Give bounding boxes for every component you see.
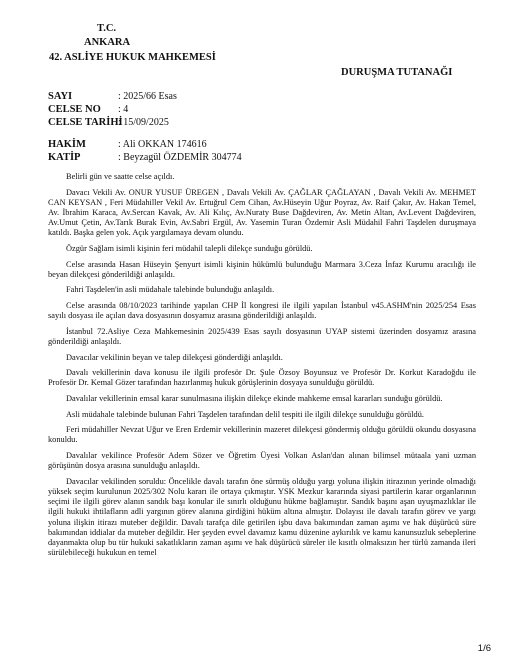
header-city: ANKARA [84, 37, 131, 48]
page-number: 1/6 [477, 643, 491, 654]
paragraph-4: Celse arasında Hasan Hüseyin Şenyurt isimli kişinin hükümlü bulunduğu Marmara 3.Ceza İnfaz Kurumu aracılığı ile beyan dilekçesi gönderildiği anlaşıldı. [48, 259, 476, 279]
meta-sayi-value: : 2025/66 Esas [118, 91, 177, 102]
paragraph-11: Asli müdahale talebinde bulunan Fahri Taşdelen tarafından delil tespiti ile ilgili dilekçe sunulduğu görüldü. [66, 409, 424, 419]
paragraph-attendees: Davacı Vekili Av. ONUR YUSUF ÜREGEN , Davalı Vekili Av. ÇAĞLAR ÇAĞLAYAN , Davalı Vekili Av. MEHMET CAN KEYSAN , Feri Müdahiller Vekil Av. Ertuğrul Cem Cihan, Av.Hüseyin Uğur Poyraz, Av. Raif Çakır, Av. Hakan Temel, Av. İbrahim Karaca, Av.Sercan Kavak, Av. Ali Kılıç, Av.Nuraty Buse Dağdeviren, Av. Metin Altan, Av.Levent Dağdeviren, Av.Umut Çetin, Av.Tarık Burak Evin, Av.Sabri Ergül, Av. Yasemin Turan Özdemir Asli Müdahil Fahri Taşdelen duruşmaya katıldı. Başka gelen yok. Açık yargılamaya devam olundu. [48, 187, 476, 238]
meta-celse-no [48, 104, 128, 116]
paragraph-12: Feri müdahiller Nevzat Uğur ve Eren Erdemir vekillerinin mazeret dilekçesi göndermiş olduğu görüldü okundu dosyasına konuldu. [48, 425, 476, 445]
paragraph-8: Davacılar vekilinin beyan ve talep dilekçesi gönderdiği anlaşıldı. [66, 352, 283, 362]
meta-sayi [48, 91, 177, 103]
header-tc: T.C. [97, 23, 117, 34]
paragraph-7: İstanbul 72.Asliye Ceza Mahkemesinin 2025/439 Esas sayılı dosyasının UYAP sistemi üzerinden dosyamız arasına gönderildiği anlaşıldı. [48, 326, 476, 346]
paragraph-opening: Belirli gün ve saatte celse açıldı. [66, 172, 175, 181]
meta-hakim-label: HAKİM [48, 139, 86, 150]
meta-hakim [48, 139, 207, 151]
meta-celse-tarihi-value: : 15/09/2025 [118, 117, 169, 128]
paragraph-5: Fahri Taşdelen'in asli müdahale talebinde bulunduğu anlaşıldı. [66, 285, 275, 295]
meta-sayi-label: SAYI [48, 91, 73, 102]
header-doc-type: DURUŞMA TUTANAĞI [341, 67, 453, 78]
meta-celse-no-label: CELSE NO [48, 104, 101, 115]
paragraph-13: Davalılar vekilince Profesör Adem Sözer ve Öğretim Üyesi Volkan Aslan'dan alınan bilimsel mütaala yani uzman görüşünün dosya arasına sunulduğu anlaşıldı. [48, 450, 476, 471]
meta-katip-value: : Beyzagül ÖZDEMİR 304774 [118, 152, 242, 163]
meta-katip-label: KATİP [48, 152, 81, 163]
paragraph-10: Davalılar vekillerinin emsal karar sunulmasına ilişkin dilekçe ekinde mahkeme emsal kararları sunduğu görüldü. [66, 393, 443, 403]
meta-celse-tarihi-label: CELSE TARİHİ [48, 117, 123, 128]
minutes-body [48, 172, 476, 564]
header-court: 42. ASLİYE HUKUK MAHKEMESİ [49, 52, 216, 63]
meta-katip [48, 152, 242, 164]
paragraph-9: Davalı vekillerinin dava konusu ile ilgili profesör Dr. Şule Özsoy Boyunsuz ve Profesör Dr. Korkut Karadoğdu ile Profesör Dr. Kemal Gözer tarafından hazırlanmış hukuk görüşlerinin dosyaya sunulduğu görüldü. [48, 368, 476, 388]
meta-hakim-value: : Ali OKKAN 174616 [118, 139, 207, 150]
meta-celse-no-value: : 4 [118, 104, 129, 115]
paragraph-14: Davacılar vekilinden soruldu: Öncelikle davalı tarafın öne sürmüş olduğu yargı yoluna ilişkin itirazının yerinde olmadığı yüksek seçim kurulunun 2025/302 Nolu kararı ile ortaya çıkmıştır. YSK Mezkur kararında siyasi partilerin karar organlarının seçimi ile ilgili görev alanın sandık başı konular ile sınırlı olduğunu hükme bağlamıştır. Sandık başını aşan uyuşmazlıklar ile ilgili hukuki ihtilafların adli yargının görev alanına girdiğini hüküm altına almıştır. Dolayısı ile davalı tarafın görev ve yargı yoluna ilişkin itirazı muteber değildir. Davalı tarafça dile getirilen işbu dava bakımından zaman aşımı ve hak düşürücü süre bakımından iddialar da muteber değildir. Her şeyden evvel davamız kamu düzenine aykırılık ve kamu kanunsuzluk sebeplerine dayanmakta olup bu tür hukuki sakatlıkların zaman aşımı ve hak düşürücü süreler ile kısıtlı olmaksızın her türlü zamanda ileri sürülebileceği hukukun en temel [48, 476, 476, 558]
meta-celse-tarihi [48, 117, 169, 129]
paragraph-3: Özgür Sağlam isimli kişinin feri müdahil talepli dilekçe sunduğu görüldü. [66, 244, 313, 253]
paragraph-6: Celse arasında 08/10/2023 tarihinde yapılan CHP İl kongresi ile ilgili yapılan İstanbul v45.ASHM'nin 2025/254 Esas sayılı dosyası ile açılan dava dosyasının dosyamız arasına gönderildiği anlaşıldı. [48, 300, 476, 321]
